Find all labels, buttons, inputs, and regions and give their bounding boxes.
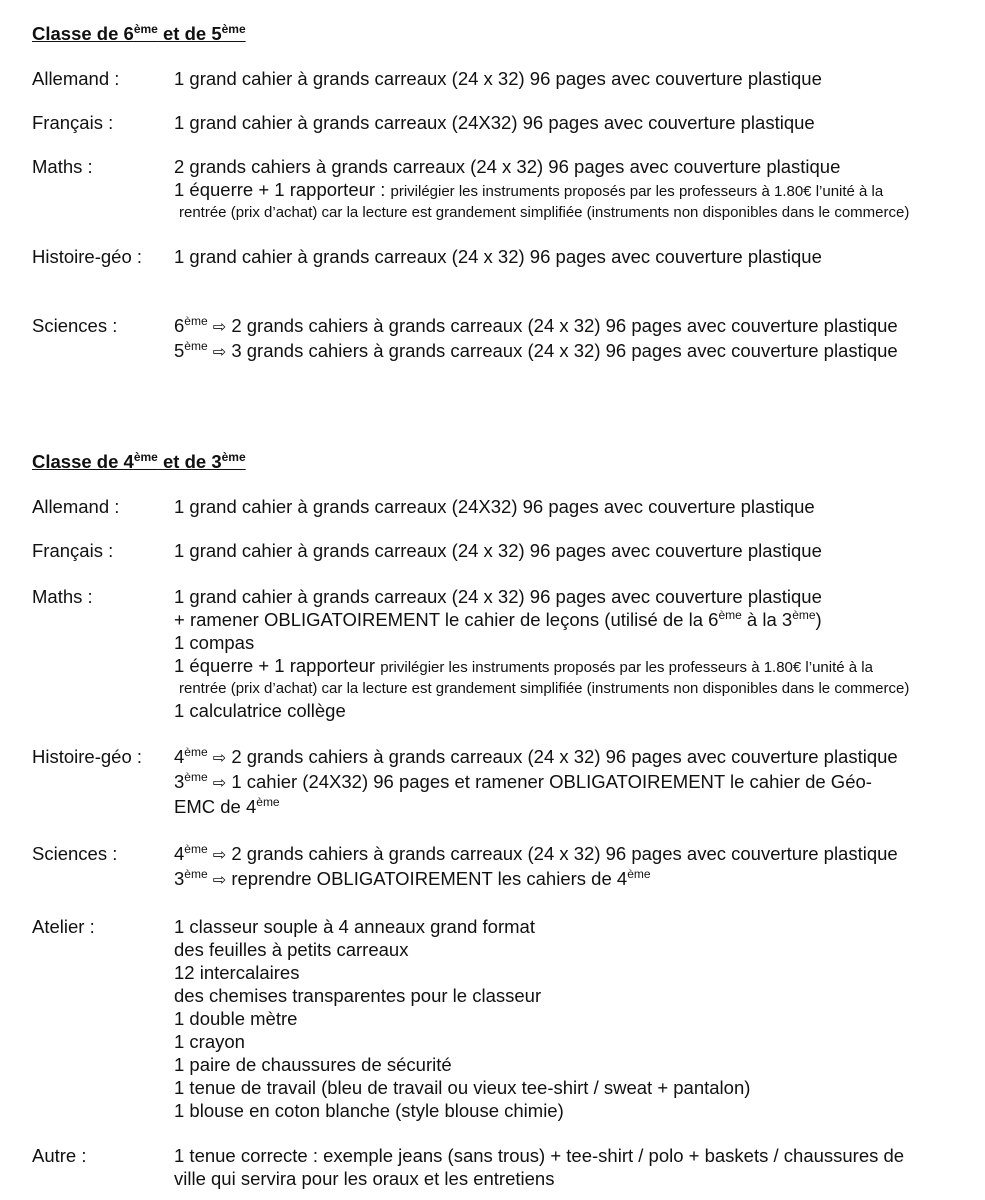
supply-line: 1 grand cahier à grands carreaux (24X32) 96 pages avec couverture plastique xyxy=(174,496,815,517)
supply-line: 1 grand cahier à grands carreaux (24 x 32) 96 pages avec couverture plastique xyxy=(174,246,822,267)
row-sciences-6-5 xyxy=(32,314,972,364)
row-maths-4-3 xyxy=(32,585,972,722)
arrow-right-icon: ⇨ xyxy=(212,319,227,336)
row-francais-6-5 xyxy=(32,111,972,134)
list-item: 1 classeur souple à 4 anneaux grand format xyxy=(174,916,535,937)
supply-line: 5ème ⇨ 3 grands cahiers à grands carreaux (24 x 32) 96 pages avec couverture plastique xyxy=(174,338,898,361)
subject-label: Atelier : xyxy=(32,916,95,937)
supply-line: 1 grand cahier à grands carreaux (24 x 32) 96 pages avec couverture plastique xyxy=(174,68,822,89)
supply-note: rentrée (prix d’achat) car la lecture est grandement simplifiée (instruments non disponibles dans le commerce) xyxy=(179,204,910,221)
list-item: 1 paire de chaussures de sécurité xyxy=(174,1054,452,1075)
subject-label: Maths : xyxy=(32,586,93,607)
row-allemand-6-5 xyxy=(32,67,972,90)
subject-label: Maths : xyxy=(32,156,93,177)
supply-line: 1 calculatrice collège xyxy=(174,700,346,721)
subject-label: Sciences : xyxy=(32,843,118,864)
atelier-list xyxy=(174,915,972,1122)
row-francais-4-3 xyxy=(32,539,972,562)
supply-line: + ramener OBLIGATOIREMENT le cahier de leçons (utilisé de la 6ème à la 3ème) xyxy=(174,607,822,630)
section-heading-4-3: Classe de 4ème et de 3ème xyxy=(32,449,246,472)
list-item: des feuilles à petits carreaux xyxy=(174,939,409,960)
list-item: 1 crayon xyxy=(174,1031,245,1052)
supply-line: 1 grand cahier à grands carreaux (24X32) 96 pages avec couverture plastique xyxy=(174,112,815,133)
subject-label: Sciences : xyxy=(32,315,118,336)
row-histoire-6-5 xyxy=(32,245,972,268)
supply-line: 4ème ⇨ 2 grands cahiers à grands carreaux (24 x 32) 96 pages avec couverture plastique xyxy=(174,841,898,864)
supply-line: 3ème ⇨ 1 cahier (24X32) 96 pages et ramener OBLIGATOIREMENT le cahier de Géo- xyxy=(174,769,872,792)
list-item: des chemises transparentes pour le classeur xyxy=(174,985,542,1006)
supply-line: 2 grands cahiers à grands carreaux (24 x 32) 96 pages avec couverture plastique xyxy=(174,156,841,177)
row-histoire-4-3 xyxy=(32,745,972,818)
supply-line: 1 grand cahier à grands carreaux (24 x 32) 96 pages avec couverture plastique xyxy=(174,540,822,561)
supply-line: 1 équerre + 1 rapporteur : privilégier les instruments proposés par les professeurs à 1.80€ l’unité à la xyxy=(174,179,884,200)
subject-label: Français : xyxy=(32,540,114,561)
supply-line: 3ème ⇨ reprendre OBLIGATOIREMENT les cahiers de 4ème xyxy=(174,866,651,889)
subject-label: Allemand : xyxy=(32,68,120,89)
supply-line: 1 tenue correcte : exemple jeans (sans trous) + tee-shirt / polo + baskets / chaussures de xyxy=(174,1145,905,1166)
subject-label: Histoire-géo : xyxy=(32,746,143,767)
row-sciences-4-3 xyxy=(32,842,972,892)
row-autre-4-3 xyxy=(32,1144,972,1190)
supply-line: 1 équerre + 1 rapporteur privilégier les instruments proposés par les professeurs à 1.80€ l’unité à la xyxy=(174,655,873,676)
supply-note: rentrée (prix d’achat) car la lecture est grandement simplifiée (instruments non disponibles dans le commerce) xyxy=(179,680,910,697)
supply-line: 4ème ⇨ 2 grands cahiers à grands carreaux (24 x 32) 96 pages avec couverture plastique xyxy=(174,744,898,767)
supply-line: 1 compas xyxy=(174,632,255,653)
row-maths-6-5 xyxy=(32,155,972,223)
subject-label: Histoire-géo : xyxy=(32,246,143,267)
list-item: 1 double mètre xyxy=(174,1008,298,1029)
arrow-right-icon: ⇨ xyxy=(212,775,227,792)
arrow-right-icon: ⇨ xyxy=(212,872,227,889)
subject-label: Allemand : xyxy=(32,496,120,517)
supply-line: 6ème ⇨ 2 grands cahiers à grands carreaux (24 x 32) 96 pages avec couverture plastique xyxy=(174,313,898,336)
list-item: 1 tenue de travail (bleu de travail ou vieux tee-shirt / sweat + pantalon) xyxy=(174,1077,751,1098)
arrow-right-icon: ⇨ xyxy=(212,344,227,361)
supply-line: ville qui servira pour les oraux et les entretiens xyxy=(174,1168,555,1189)
supply-line: 1 grand cahier à grands carreaux (24 x 32) 96 pages avec couverture plastique xyxy=(174,586,822,607)
section-heading-6-5: Classe de 6ème et de 5ème xyxy=(32,21,246,44)
supply-line: EMC de 4ème xyxy=(174,794,280,817)
row-allemand-4-3 xyxy=(32,495,972,518)
arrow-right-icon: ⇨ xyxy=(212,847,227,864)
subject-label: Français : xyxy=(32,112,114,133)
list-item: 12 intercalaires xyxy=(174,962,300,983)
arrow-right-icon: ⇨ xyxy=(212,750,227,767)
row-atelier-4-3 xyxy=(32,915,972,1122)
supply-list-document xyxy=(32,22,972,1190)
subject-label: Autre : xyxy=(32,1145,87,1166)
list-item: 1 blouse en coton blanche (style blouse chimie) xyxy=(174,1100,564,1121)
